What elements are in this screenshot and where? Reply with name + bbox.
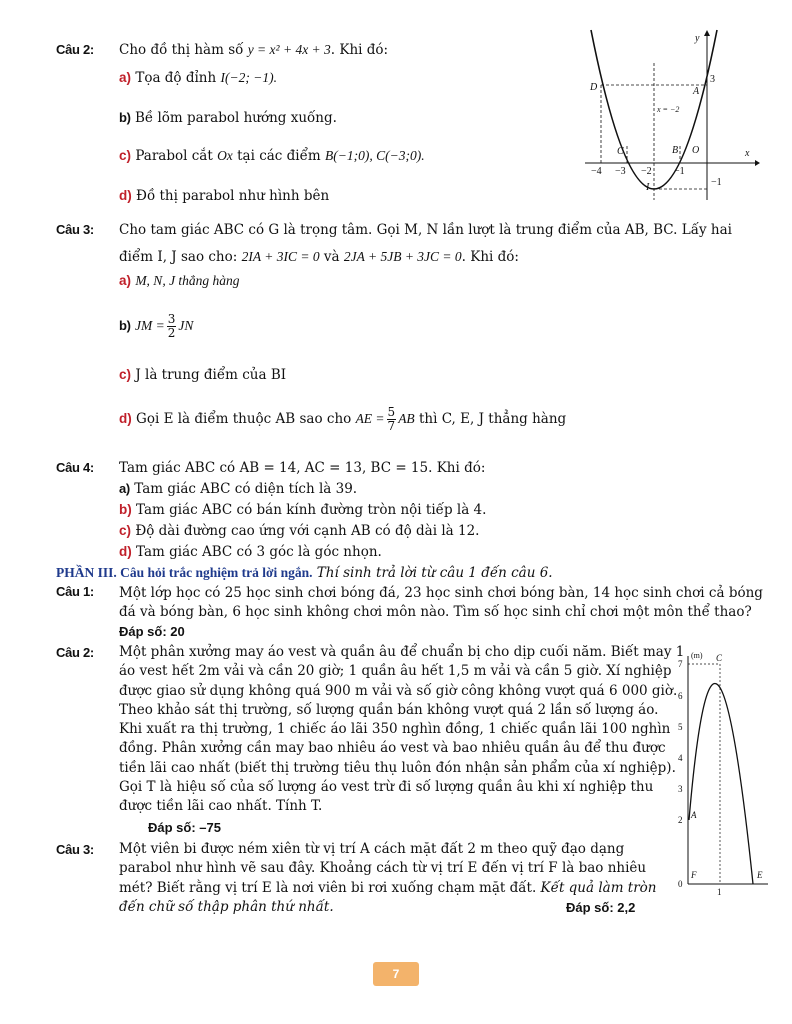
question-2-label: Câu 2: [56, 42, 94, 57]
short-q3-label: Câu 3: [56, 842, 94, 857]
question-2-stem: Cho đồ thị hàm số y = x² + 4x + 3. Khi đó: [119, 42, 389, 58]
tick-minus-1-y: −1 [711, 177, 722, 188]
origin-label: O [692, 145, 700, 156]
tick-4: 4 [678, 753, 683, 763]
q4-stem: Tam giác ABC có AB = 14, AC = 13, BC = 15. Khi đó: [119, 460, 486, 476]
q2-option-a: a) Tọa độ đỉnh I(−2; −1). [119, 70, 277, 86]
tick-3: 3 [678, 784, 683, 794]
q3-option-b: b) JM = $\frac{3}{2}$ JN [119, 312, 194, 340]
parabola-graph [585, 28, 760, 203]
point-A-label: A [691, 810, 697, 820]
q4-option-c: c) Độ dài đường cao ứng với cạnh AB có độ dài là 12. [119, 523, 480, 539]
short-q2-label: Câu 2: [56, 645, 94, 660]
tick-x1: 1 [717, 887, 722, 896]
short-q3-answer: Đáp số: 2,2 [566, 900, 636, 915]
q3-option-c: c) J là trung điểm của BI [119, 367, 287, 383]
tick-minus-4: −4 [591, 166, 602, 177]
point-F-label: F [691, 870, 697, 880]
short-q1-answer: Đáp số: 20 [119, 624, 185, 639]
tick-0: 0 [678, 879, 683, 889]
q4-option-a: a) Tam giác ABC có diện tích là 39. [119, 481, 358, 497]
q2-option-b: b) Bề lõm parabol hướng xuống. [119, 110, 337, 126]
short-q2-text: Một phân xưởng may áo vest và quần âu để chuẩn bị cho dịp cuối năm. Biết may 1 áo vest hết 2m vải và cần 20 giờ; 1 quần âu hết 1,5 m vải và cần 5 giờ. Xí nghiệp được giao sử dụng không quá 900 m vải và số giờ công không vượt quá 6 000 giờ. Theo khảo sát thị trường, số lượng quần bán không vượt quá 2 lần số lượng áo. Khi xuất ra thị trường, 1 chiếc áo lãi 350 nghìn đồng, 1 chiếc quần lãi 100 nghìn đồng. Phân xưởng cần may bao nhiêu áo vest và bao nhiêu quần âu để thu được tiền lãi cao nhất (biết thị trường tiêu thụ luôn đón nhận sản phẩm của xí nghiệp). Gọi T là hiệu số của số lượng áo vest trừ đi số lượng quần âu khi xí nghiệp thu được tiền lãi cao nhất. Tính T. [119, 644, 685, 815]
question-4-label: Câu 4: [56, 460, 94, 475]
q2-option-c: c) Parabol cắt Ox tại các điểm B(−1;0), C(−3;0). [119, 148, 425, 164]
section-3-heading: PHẦN III. Câu hỏi trắc nghiệm trả lời ngắn. Thí sinh trả lời từ câu 1 đến câu 6. [56, 565, 553, 581]
x-axis-arrow [755, 160, 760, 166]
vertex-I-label: I [646, 182, 650, 193]
q3-stem-line1: Cho tam giác ABC có G là trọng tâm. Gọi M, N lần lượt là trung điểm của AB, BC. Lấy hai [119, 222, 732, 238]
tick-6: 6 [678, 691, 683, 701]
short-q2-answer: Đáp số: –75 [148, 820, 221, 835]
trajectory-graph [672, 646, 772, 896]
q3-equation-1: 2IA + 3IC = 0 [241, 249, 320, 264]
y-label: y [695, 33, 700, 44]
q4-option-b: b) Tam giác ABC có bán kính đường tròn nội tiếp là 4. [119, 502, 487, 518]
q2-option-d: d) Đồ thị parabol như hình bên [119, 188, 330, 204]
page-number: 7 [373, 962, 419, 986]
q3-option-d: d) Gọi E là điểm thuộc AB sao cho AE = $\frac{5}{7}$ AB thì C, E, J thẳng hàng [119, 405, 567, 433]
point-E-label: E [757, 870, 763, 880]
tick-minus-1-x: −1 [674, 166, 685, 177]
unit-label: (m) [691, 651, 703, 660]
x-label: x [745, 148, 750, 159]
q3-equation-2: 2JA + 5JB + 3JC = 0 [343, 249, 462, 264]
short-q1-text: Một lớp học có 25 học sinh chơi bóng đá, 23 học sinh chơi bóng bàn, 14 học sinh chơi cả bóng đá và bóng bàn, 6 học sinh không chơi môn nào. Tìm số học sinh chỉ chơi một môn thể thao? [119, 585, 763, 621]
short-q1-label: Câu 1: [56, 584, 94, 599]
point-A-label: A [693, 86, 700, 97]
tick-5: 5 [678, 722, 683, 732]
tick-3: 3 [710, 74, 715, 85]
tick-minus-3: −3 [615, 166, 626, 177]
y-axis-arrow [704, 30, 710, 36]
point-C-label: C [617, 146, 624, 157]
tick-minus-2: −2 [641, 166, 652, 177]
tick-7: 7 [678, 659, 683, 669]
q3-stem-line2: điểm I, J sao cho: 2IA + 3IC = 0 và 2JA + 5JB + 3JC = 0. Khi đó: [119, 249, 519, 265]
q4-option-d: d) Tam giác ABC có 3 góc là góc nhọn. [119, 544, 382, 560]
question-3-label: Câu 3: [56, 222, 94, 237]
axis-of-symmetry-label: x = −2 [657, 105, 680, 114]
point-D-label: D [590, 82, 598, 93]
point-C-label: C [716, 653, 723, 663]
point-B-label: B [672, 145, 679, 156]
q3-option-a: a) M, N, J thẳng hàng [119, 273, 240, 288]
tick-2: 2 [678, 815, 683, 825]
short-q3-text: Một viên bi được ném xiên từ vị trí A cách mặt đất 2 m theo quỹ đạo dạng parabol như hình vẽ sau đây. Khoảng cách từ vị trí E đến vị trí F là bao nhiêu mét? Biết rằng vị trí E là nơi viên bi rơi xuống chạm mặt đất. Kết quả làm tròn đến chữ số thập phân thứ nhất. [119, 841, 657, 915]
trajectory-curve [689, 683, 753, 884]
